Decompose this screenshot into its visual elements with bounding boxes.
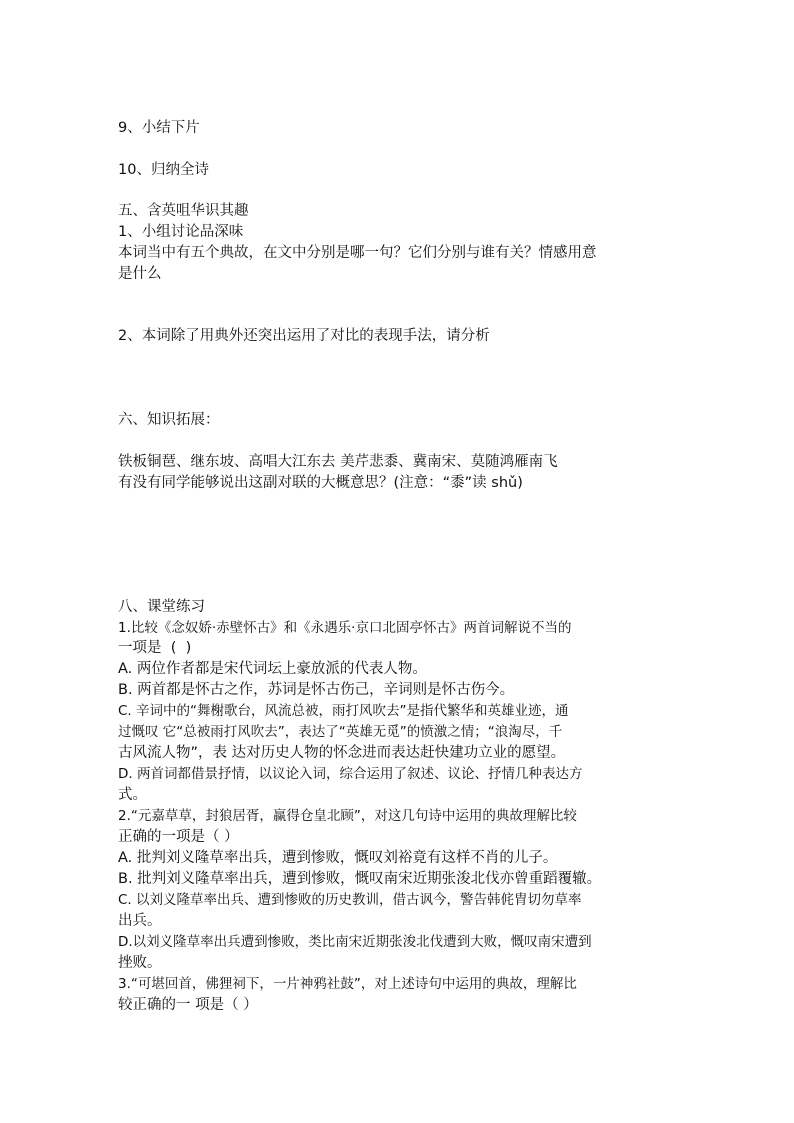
section5-q1-line1: 本词当中有五个典故，在文中分别是哪一句？它们分别与谁有关？情感用意 <box>118 245 597 261</box>
q1-option-b: B. 两首都是怀古之作，苏词是怀古伤己，辛词则是怀古伤今。 <box>118 682 515 698</box>
q2-option-a: A. 批判刘义隆草率出兵，遭到惨败，慨叹刘裕竟有这样不肖的儿子。 <box>118 850 558 866</box>
section8-heading: 八、课堂练习 <box>118 599 205 615</box>
q2-line2: 正确的一项是（ ） <box>118 829 239 845</box>
section6-heading: 六、知识拓展： <box>118 412 220 428</box>
section5-heading: 五、含英咀华识其趣 <box>118 203 249 219</box>
q3-line2: 较正确的一 项是（ ） <box>118 997 258 1013</box>
q1-option-d-line1: D. 两首词都借景抒情，以议论入词，综合运用了叙述、议论、抒情几种表达方 <box>118 766 583 782</box>
q2-option-c-line2: 出兵。 <box>118 913 162 929</box>
q1-option-c-line2: 过慨叹 它“总被雨打风吹去”，表达了“英雄无觅”的愤激之情；“浪淘尽，千 <box>118 724 563 740</box>
q3-line1: 3.“可堪回首，佛狸祠下，一片神鸦社鼓”，对上述诗句中运用的典故，理解比 <box>118 976 577 992</box>
item-9: 9、小结下片 <box>118 120 200 136</box>
q2-line1: 2.“元嘉草草，封狼居胥，赢得仓皇北顾”，对这几句诗中运用的典故理解比较 <box>118 808 577 824</box>
section5-sub1: 1、小组讨论品深味 <box>118 224 244 240</box>
q1-option-a: A. 两位作者都是宋代词坛上豪放派的代表人物。 <box>118 661 427 677</box>
q2-option-b: B. 批判刘义隆草率出兵，遭到惨败，慨叹南宋近期张浚北伐亦曾重蹈覆辙。 <box>118 871 602 887</box>
item-10: 10、归纳全诗 <box>118 162 209 178</box>
q2-option-c-line1: C. 以刘义隆草率出兵、遭到惨败的历史教训，借古讽今，警告韩侂胄切勿草率 <box>118 892 582 908</box>
q1-option-c-line1: C. 辛词中的“舞榭歌台，风流总被，雨打风吹去”是指代繁华和英雄业迹，通 <box>118 703 569 719</box>
section6-question: 有没有同学能够说出这副对联的大概意思？(注意：“黍”读 shǔ) <box>118 475 523 491</box>
section5-q1-line2: 是什么 <box>118 266 162 282</box>
q2-option-d-line1: D.以刘义隆草率出兵遭到惨败，类比南宋近期张浚北伐遭到大败，慨叹南宋遭到 <box>118 934 592 950</box>
q1-line2: 一项是 ( ) <box>118 640 192 656</box>
section5-q2: 2、本词除了用典外还突出运用了对比的表现手法，请分析 <box>118 328 490 344</box>
q1-option-c-line3: 古风流人物”，表 达对历史人物的怀念进而表达赶快建功立业的愿望。 <box>118 745 566 761</box>
q1-option-d-line2: 式。 <box>118 787 147 803</box>
q1-line1: 1.比较《念奴娇·赤壁怀古》和《永遇乐·京口北固亭怀古》两首词解说不当的 <box>118 620 572 636</box>
section6-couplet: 铁板铜琶、继东坡、高唱大江东去 美芹悲黍、冀南宋、莫随鸿雁南飞 <box>118 454 558 470</box>
q2-option-d-line2: 挫败。 <box>118 955 162 971</box>
